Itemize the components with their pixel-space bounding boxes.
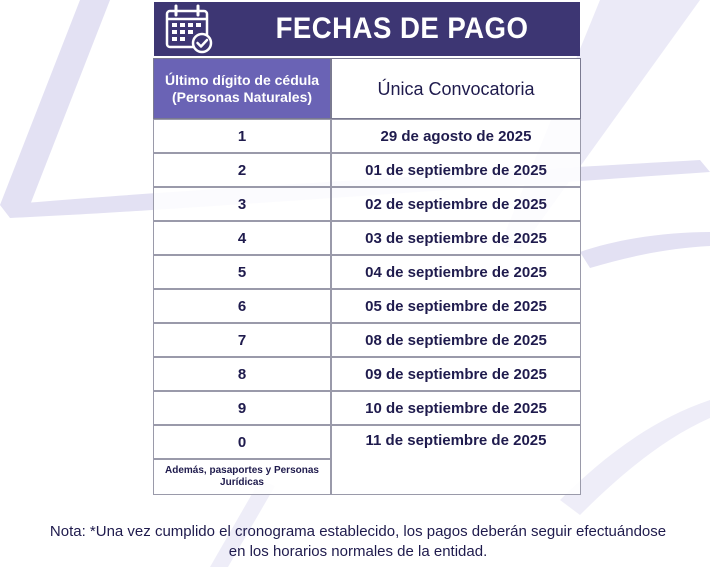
digit-cell: 5 <box>153 255 331 289</box>
table-row <box>153 153 581 187</box>
table-row <box>153 221 581 255</box>
banner-title: FECHAS DE PAGO <box>275 12 529 45</box>
digit-cell: 4 <box>153 221 331 255</box>
date-cell: 29 de agosto de 2025 <box>331 119 581 153</box>
calendar-check-icon <box>162 4 214 54</box>
table-row-extra <box>153 459 581 495</box>
digit-cell: 1 <box>153 119 331 153</box>
digit-cell: 7 <box>153 323 331 357</box>
date-cell: 03 de septiembre de 2025 <box>331 221 581 255</box>
table-row <box>153 255 581 289</box>
footnote <box>20 522 696 562</box>
digit-cell: 6 <box>153 289 331 323</box>
table-row <box>153 119 581 153</box>
payment-dates-table <box>153 58 581 502</box>
table-row <box>153 289 581 323</box>
date-cell: 10 de septiembre de 2025 <box>331 391 581 425</box>
digit-cell: 3 <box>153 187 331 221</box>
date-cell: 04 de septiembre de 2025 <box>331 255 581 289</box>
table-row <box>153 357 581 391</box>
digit-cell: 9 <box>153 391 331 425</box>
date-cell: 11 de septiembre de 2025 <box>331 425 581 495</box>
date-cell: 01 de septiembre de 2025 <box>331 153 581 187</box>
table-row <box>153 391 581 425</box>
digit-cell: 0 <box>153 425 331 459</box>
footnote-line1: Nota: *Una vez cumplido el cronograma establecido, los pagos deberán seguir efectuándose <box>49 523 667 540</box>
header-last-digit <box>153 58 331 119</box>
footnote-line2: en los horarios normales de la entidad. <box>228 543 488 560</box>
digit-cell: 2 <box>153 153 331 187</box>
title-banner <box>154 2 580 56</box>
table-row <box>153 187 581 221</box>
date-cell: 08 de septiembre de 2025 <box>331 323 581 357</box>
date-cell: 05 de septiembre de 2025 <box>331 289 581 323</box>
date-cell: 02 de septiembre de 2025 <box>331 187 581 221</box>
extra-note-cell: Además, pasaportes y Personas Jurídicas <box>153 459 331 495</box>
table-row <box>153 425 581 459</box>
header-last-digit-line2: (Personas Naturales) <box>171 88 313 105</box>
date-cell: 09 de septiembre de 2025 <box>331 357 581 391</box>
header-last-digit-line1: Último dígito de cédula <box>164 71 319 88</box>
table-row <box>153 323 581 357</box>
digit-cell: 8 <box>153 357 331 391</box>
header-convocatoria: Única Convocatoria <box>331 58 581 119</box>
